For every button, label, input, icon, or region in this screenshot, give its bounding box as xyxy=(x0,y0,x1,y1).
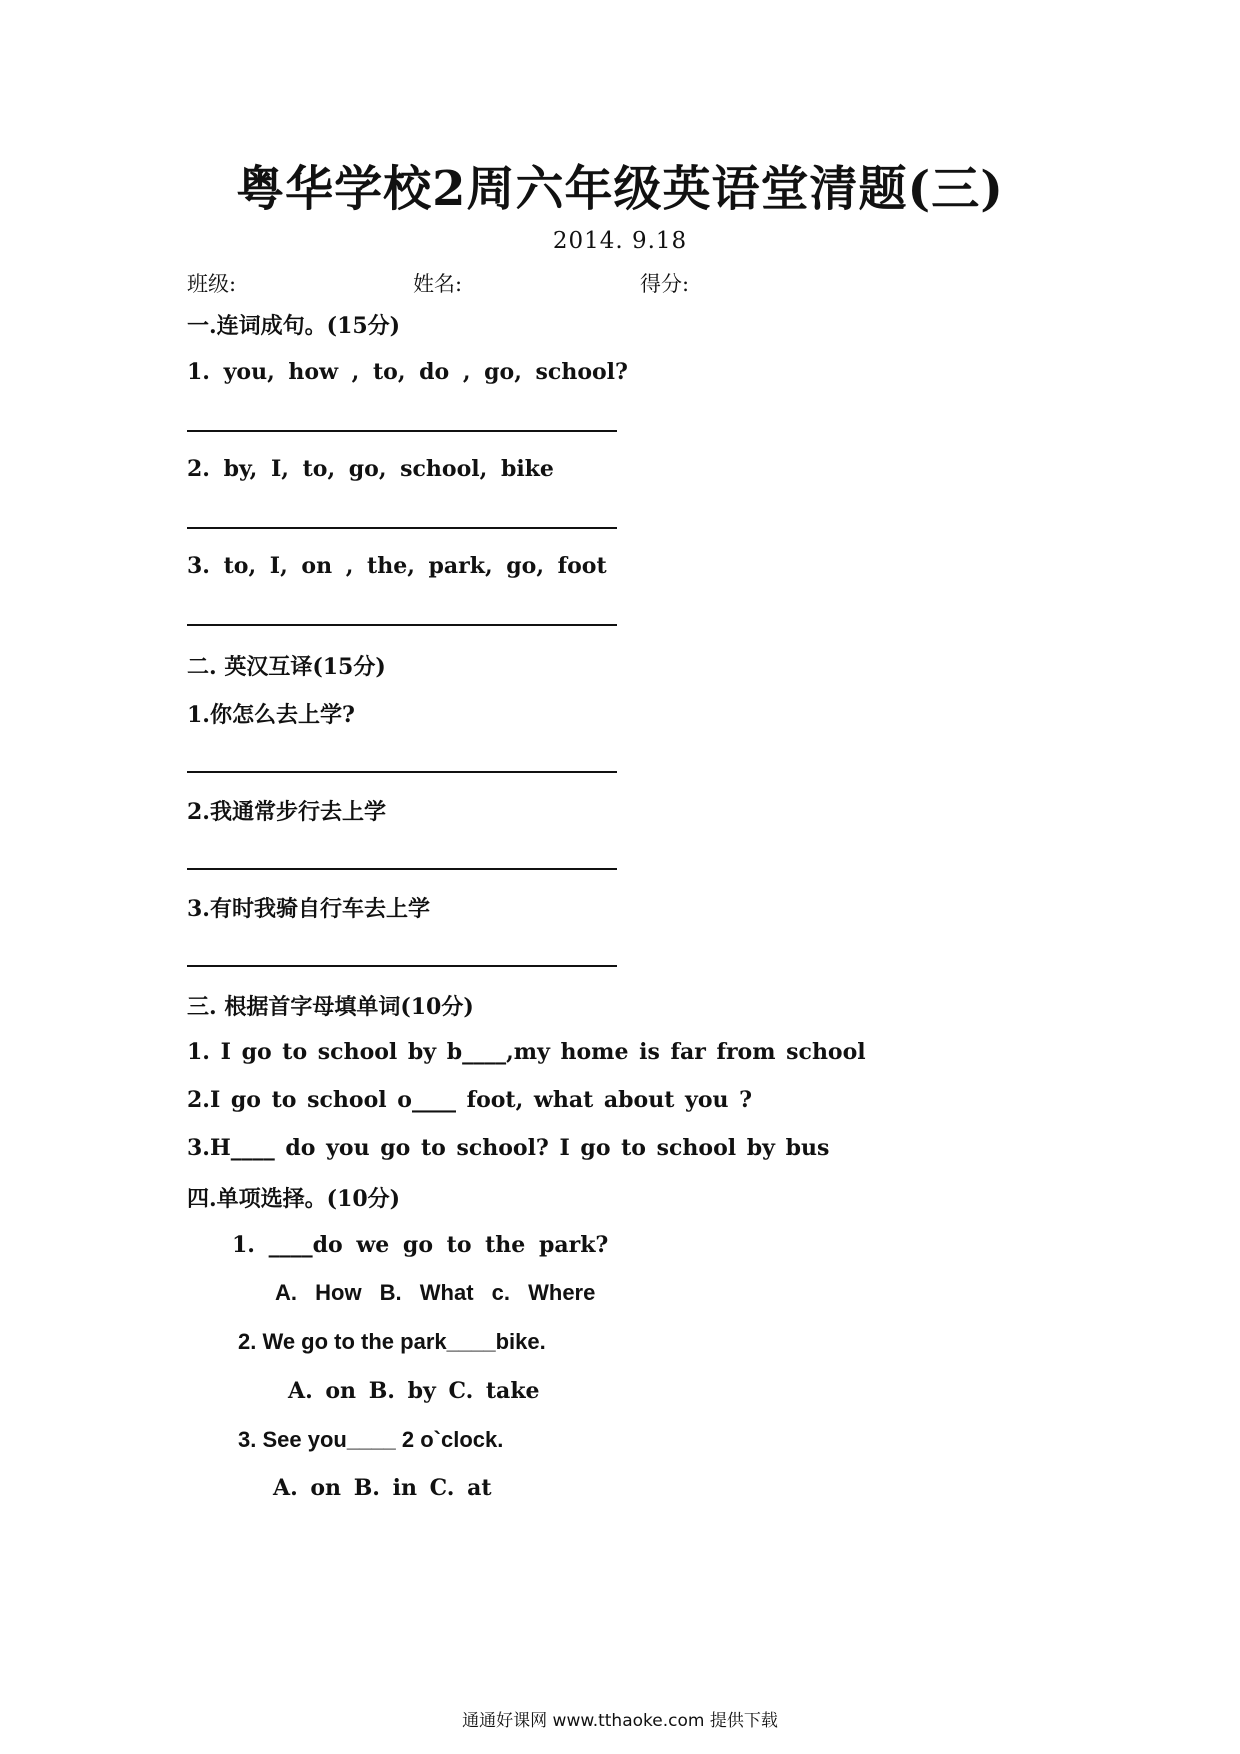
s4-q3: 3. See you____ 2 o`clock. xyxy=(238,1427,504,1452)
answer-line xyxy=(187,965,617,967)
s2-item-2: 2.我通常步行去上学 xyxy=(187,799,386,825)
answer-line xyxy=(187,527,617,529)
s4-q2-options: A. on B. by C. take xyxy=(288,1378,540,1404)
answer-line xyxy=(187,430,617,432)
s1-item-3: 3. to, I, on , the, park, go, foot xyxy=(187,553,607,579)
class-label: 班级: xyxy=(187,272,237,296)
s4-q1: 1. ____do we go to the park? xyxy=(232,1232,609,1258)
s1-item-1: 1. you, how , to, do , go, school? xyxy=(187,359,628,385)
s2-item-1: 1.你怎么去上学? xyxy=(187,702,355,728)
answer-line xyxy=(187,868,617,870)
s4-q2: 2. We go to the park____bike. xyxy=(238,1329,546,1354)
section-2-heading: 二. 英汉互译(15分) xyxy=(187,654,386,680)
s3-item-1: 1. I go to school by b____,my home is far from school xyxy=(187,1039,866,1065)
answer-line xyxy=(187,624,617,626)
footer-credit: 通通好课网 www.tthaoke.com 提供下载 xyxy=(462,1711,778,1731)
s4-q1-options: A. How B. What c. Where xyxy=(275,1280,596,1305)
s1-item-2: 2. by, I, to, go, school, bike xyxy=(187,456,554,482)
answer-line xyxy=(187,771,617,773)
s2-item-3: 3.有时我骑自行车去上学 xyxy=(187,896,430,922)
s3-item-3: 3.H____ do you go to school? I go to school by bus xyxy=(187,1135,830,1161)
s3-item-2: 2.I go to school o____ foot, what about you ? xyxy=(187,1087,753,1113)
name-label: 姓名: xyxy=(413,272,463,296)
score-label: 得分: xyxy=(640,272,690,296)
page-title: 粤华学校2周六年级英语堂清题(三) xyxy=(236,161,1004,217)
section-1-heading: 一.连词成句。(15分) xyxy=(187,313,401,339)
section-3-heading: 三. 根据首字母填单词(10分) xyxy=(187,994,474,1020)
section-4-heading: 四.单项选择。(10分) xyxy=(187,1186,401,1212)
exam-date: 2014. 9.18 xyxy=(552,228,688,254)
s4-q3-options: A. on B. in C. at xyxy=(273,1475,492,1501)
